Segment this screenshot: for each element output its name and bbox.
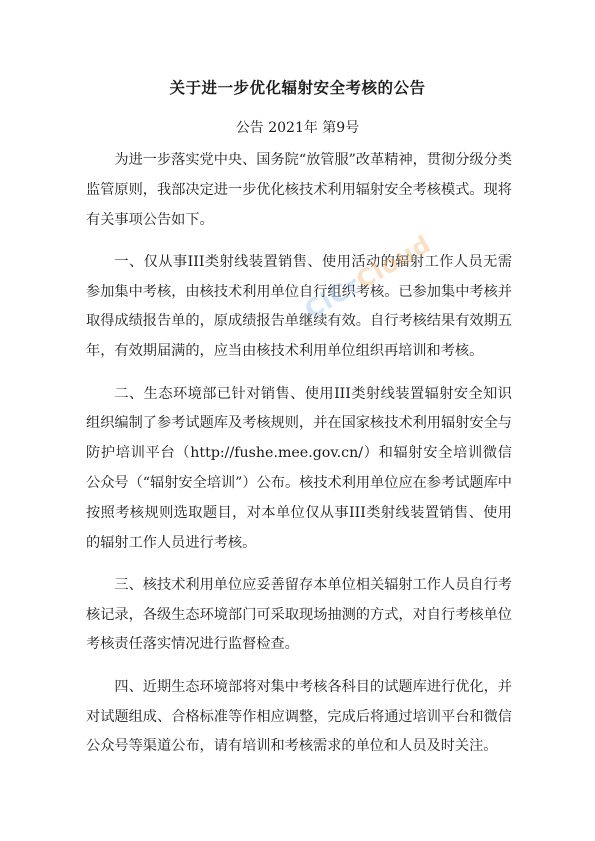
item-three-paragraph: 三、核技术利用单位应妥善留存本单位相关辐射工作人员自行考核记录，各级生态环境部门可采取现场抽测的方式，对自行考核单位考核责任落实情况进行监督检查。 [86, 576, 512, 653]
intro-paragraph: 为进一步落实党中央、国务院“放管服”改革精神，贯彻分级分类监管原则，我部决定进一步优化核技术利用辐射安全考核模式。现将有关事项公告如下。 [86, 152, 512, 228]
item-one-paragraph: 一、仅从事III类射线装置销售、使用活动的辐射工作人员无需参加集中考核，由核技术利用单位自行组织考核。已参加集中考核并取得成绩报告单的，原成绩报告单继续有效。自行考核结果有效期五年，有效期届满的，应当由核技术利用单位组织再培训和考核。 [86, 253, 512, 360]
announcement-number: 公告 2021年 第9号 [235, 120, 360, 136]
item-two-paragraph: 二、生态环境部已针对销售、使用III类射线装置辐射安全知识组织编制了参考试题库及考核规则，并在国家核技术利用辐射安全与防护培训平台（http://fushe.mee.gov.cn/）和辐射安全培训微信公众号（“辐射安全培训”）公布。核技术利用单位应在参考试题库中按照考核规则选取题目，对本单位仅从事III类射线装置销售、使用的辐射工作人员进行考核。 [86, 385, 512, 551]
watermark-accent: Cloud [351, 229, 437, 295]
document-body [86, 146, 512, 775]
document-title: 关于进一步优化辐射安全考核的公告 [169, 79, 426, 97]
watermark-brand: CiCr [300, 270, 366, 325]
item-four-paragraph: 四、近期生态环境部将对集中考核各科目的试题库进行优化，并对试题组成、合格标准等作相应调整，完成后将通过培训平台和微信公众号等渠道公布，请有培训和考核需求的单位和人员及时关注。 [86, 678, 512, 755]
